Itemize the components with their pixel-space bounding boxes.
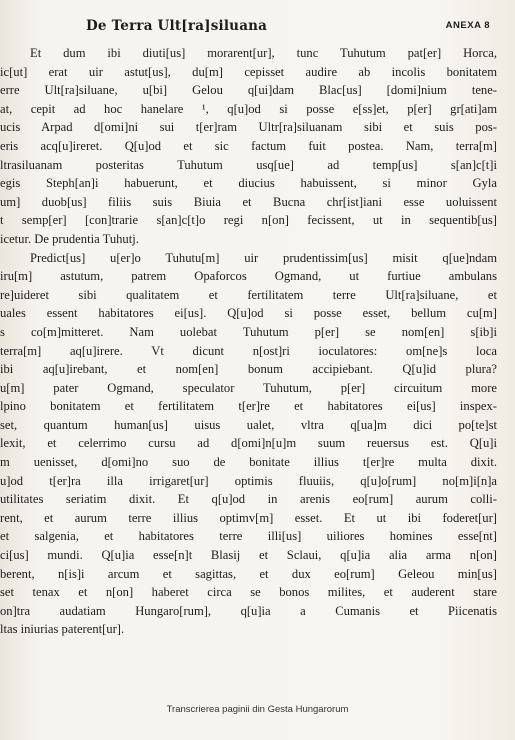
text-line: ibi aq[u]irebant, et nom[en] bonum accipiebant. Q[u]id plura?: [0, 362, 497, 377]
text-line: set, quantum human[us] uisus ualet, vltra q[ua]m dici po[te]st: [0, 417, 497, 432]
text-line: re]uideret sibi qualitatem et fertilitatem terre Ult[ra]siluane, et: [0, 287, 497, 302]
transcription-body: [0, 44, 505, 639]
page-title: De Terra Ult[ra]siluana: [86, 18, 268, 34]
page-caption: Transcrierea paginii din Gesta Hungarorum: [166, 704, 349, 715]
text-line: lpino bonitatem et fertilitatem t[er]re et habitatores ei[us] inspex-: [0, 399, 497, 414]
text-line: uales essent habitatores ei[us]. Q[u]od si posse esset, bellum cu[m]: [0, 306, 497, 321]
text-line: berent, n[is]i arcum et sagittas, et dux eo[rum] Geleou min[us]: [0, 566, 497, 581]
text-line: um] duob[us] filiis suis Biuia et Bucna chr[ist]iani esse uoluissent: [0, 194, 497, 209]
text-line: egis Steph[an]i habuerunt, et diucius habuissent, si minor Gyla: [0, 176, 497, 191]
text-line: at, cepit ad hoc hanelare ¹, q[u]od si posse e[ss]et, p[er] gr[ati]am: [0, 101, 497, 116]
text-line: eris acq[u]ireret. Q[u]od et sic factum fuit postea. Nam, terra[m]: [0, 138, 497, 153]
page-header: [86, 18, 496, 38]
text-line: Et dum ibi diuti[us] morarent[ur], tunc Tuhutum pat[er] Horca,: [30, 46, 497, 60]
text-line: set tenax et n[on] haberet circa se bonos milites, et auderent stare: [0, 585, 497, 600]
text-line: ic[ut] erat uir astut[us], du[m] cepisset audire ab incolis bonitatem: [0, 64, 497, 79]
text-line: ci[us] mundi. Q[u]ia esse[n]t Blasij et Sclaui, q[u]ia alia arma n[on]: [0, 548, 497, 563]
text-line: icetur. De prudentia Tuhutj.: [0, 231, 139, 246]
text-line: lexit, et celerrimo cursu ad d[omi]n[u]m suum reuersus est. Q[u]i: [0, 436, 497, 451]
annex-label: ANEXA 8: [445, 20, 490, 31]
text-line: et salgenia, et habitatores terre illi[us] uiliores homines esse[nt]: [0, 529, 497, 544]
text-line: ltas iniurias paterent[ur].: [0, 622, 125, 637]
text-line: erre Ult[ra]siluane, u[bi] Gelou q[ui]dam Blac[us] [domi]nium tene-: [0, 83, 497, 98]
text-line: terra[m] aq[u]irere. Vt dicunt n[ost]ri ioculatores: om[ne]s loca: [0, 343, 497, 358]
text-line: iru[m] astutum, patrem Opaforcos Ogmand, ut furtiue ambulans: [0, 269, 497, 284]
text-line: u]od t[er]ra illa irrigaret[ur] optimis fluuiis, q[u]o[rum] no[m]i[n]a: [0, 473, 497, 488]
text-line: ucis Arpad d[omi]ni sui t[er]ram Ultr[ra]siluanam sibi et suis pos-: [0, 120, 497, 135]
text-line: utilitates seriatim dixit. Et q[u]od in arenis eo[rum] aurum colli-: [0, 492, 497, 507]
text-line: ltrasiluanam posteritas Tuhutum usq[ue] ad temp[us] s[an]c[t]i: [0, 157, 497, 172]
text-line: on]tra audatiam Hungaro[rum], q[u]ia a Cumanis et Piicenatis: [0, 603, 497, 618]
text-line: t semp[er] [con]trarie s[an]c[t]o regi n[on] fecissent, ut in sequentib[us]: [0, 213, 497, 228]
text-line: Predict[us] u[er]o Tuhutu[m] uir prudentissim[us] misit q[ue]ndam: [30, 250, 497, 265]
text-line: u[m] pater Ogmand, speculator Tuhutum, p[er] circuitum more: [0, 380, 497, 395]
text-line: s co[m]mitteret. Nam uolebat Tuhutum p[er] se nom[en] s[ib]i: [0, 324, 497, 339]
text-line: rent, et aurum terre illius optimv[m] esset. Et ut ibi foderet[ur]: [0, 510, 497, 525]
text-line: m uenisset, d[omi]no suo de bonitate illius t[er]re multa dixit.: [0, 455, 497, 470]
